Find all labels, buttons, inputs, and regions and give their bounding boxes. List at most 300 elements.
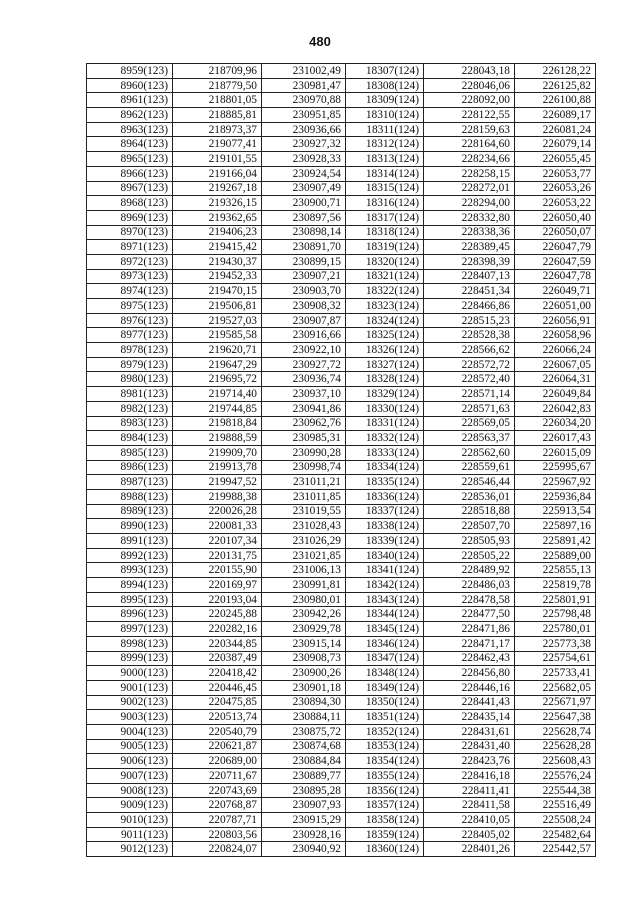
cell-x-left: 219947,52 [173,475,262,490]
cell-x-right: 228566,62 [424,343,515,358]
cell-x-right: 228572,40 [424,372,515,387]
cell-point-id-right: 18348(124) [346,666,424,681]
cell-y-right: 226125,82 [515,78,596,93]
cell-y-right: 226050,07 [515,225,596,240]
cell-y-left: 230898,14 [262,225,346,240]
cell-y-right: 225780,01 [515,622,596,637]
cell-x-left: 219527,03 [173,313,262,328]
cell-x-right: 228410,05 [424,813,515,828]
table-row [87,695,596,710]
table-row [87,299,596,314]
cell-point-id-right: 18326(124) [346,343,424,358]
cell-y-right: 225647,38 [515,710,596,725]
cell-point-id-right: 18338(124) [346,519,424,534]
cell-x-right: 228466,86 [424,299,515,314]
cell-point-id-right: 18349(124) [346,680,424,695]
cell-x-right: 228272,01 [424,181,515,196]
table-row [87,284,596,299]
cell-x-left: 219714,40 [173,387,262,402]
cell-y-left: 230985,31 [262,431,346,446]
cell-x-right: 228234,66 [424,152,515,167]
table-row [87,431,596,446]
cell-y-right: 226053,26 [515,181,596,196]
cell-y-left: 230915,14 [262,636,346,651]
cell-point-id-left: 9003(123) [87,710,173,725]
cell-y-right: 225891,42 [515,534,596,549]
cell-x-left: 219077,41 [173,137,262,152]
cell-x-right: 228456,80 [424,666,515,681]
cell-x-right: 228489,92 [424,563,515,578]
cell-y-left: 230981,47 [262,78,346,93]
cell-x-left: 219267,18 [173,181,262,196]
table-row [87,622,596,637]
cell-y-right: 226064,31 [515,372,596,387]
cell-y-left: 230889,77 [262,769,346,784]
cell-point-id-left: 8980(123) [87,372,173,387]
cell-x-left: 220787,71 [173,813,262,828]
cell-x-right: 228536,01 [424,489,515,504]
cell-point-id-right: 18344(124) [346,607,424,622]
cell-y-right: 225819,78 [515,578,596,593]
cell-point-id-right: 18332(124) [346,431,424,446]
cell-point-id-left: 9004(123) [87,724,173,739]
cell-point-id-right: 18334(124) [346,460,424,475]
table-row [87,769,596,784]
table-row [87,254,596,269]
cell-point-id-left: 8989(123) [87,504,173,519]
cell-x-left: 220245,88 [173,607,262,622]
cell-x-right: 228416,18 [424,769,515,784]
cell-x-right: 228389,45 [424,240,515,255]
cell-point-id-left: 8992(123) [87,548,173,563]
cell-point-id-left: 8970(123) [87,225,173,240]
cell-point-id-right: 18351(124) [346,710,424,725]
cell-point-id-left: 9008(123) [87,783,173,798]
cell-point-id-right: 18342(124) [346,578,424,593]
cell-point-id-left: 8965(123) [87,152,173,167]
cell-x-right: 228398,39 [424,254,515,269]
cell-y-right: 226049,84 [515,387,596,402]
cell-point-id-right: 18356(124) [346,783,424,798]
cell-point-id-left: 9010(123) [87,813,173,828]
cell-x-right: 228571,14 [424,387,515,402]
cell-x-right: 228471,86 [424,622,515,637]
cell-x-right: 228441,43 [424,695,515,710]
cell-x-right: 228338,36 [424,225,515,240]
cell-y-right: 225544,38 [515,783,596,798]
cell-x-left: 219101,55 [173,152,262,167]
cell-point-id-right: 18360(124) [346,842,424,857]
cell-point-id-right: 18343(124) [346,592,424,607]
cell-x-right: 228431,40 [424,739,515,754]
cell-x-left: 219452,33 [173,269,262,284]
cell-x-left: 219470,15 [173,284,262,299]
table-row [87,108,596,123]
table-row [87,798,596,813]
cell-point-id-left: 9006(123) [87,754,173,769]
table-row [87,269,596,284]
cell-point-id-right: 18322(124) [346,284,424,299]
cell-y-left: 230884,11 [262,710,346,725]
cell-y-right: 225628,28 [515,739,596,754]
cell-x-left: 219406,23 [173,225,262,240]
cell-y-right: 226081,24 [515,122,596,137]
cell-y-left: 231011,21 [262,475,346,490]
cell-point-id-left: 8990(123) [87,519,173,534]
cell-y-left: 230908,32 [262,299,346,314]
cell-x-right: 228332,80 [424,210,515,225]
cell-point-id-right: 18311(124) [346,122,424,137]
cell-x-right: 228478,58 [424,592,515,607]
cell-x-left: 218973,37 [173,122,262,137]
table-row [87,739,596,754]
cell-y-left: 230936,66 [262,122,346,137]
cell-y-right: 226017,43 [515,431,596,446]
cell-y-right: 226047,78 [515,269,596,284]
cell-x-right: 228563,37 [424,431,515,446]
table-row [87,578,596,593]
cell-y-left: 230940,92 [262,842,346,857]
cell-point-id-right: 18308(124) [346,78,424,93]
table-row [87,548,596,563]
cell-y-left: 231006,13 [262,563,346,578]
cell-y-right: 225628,74 [515,724,596,739]
cell-x-right: 228407,13 [424,269,515,284]
cell-x-right: 228092,00 [424,93,515,108]
table-row [87,343,596,358]
cell-x-left: 218779,50 [173,78,262,93]
cell-point-id-right: 18313(124) [346,152,424,167]
cell-point-id-left: 9001(123) [87,680,173,695]
cell-x-right: 228477,50 [424,607,515,622]
cell-point-id-left: 9002(123) [87,695,173,710]
cell-x-left: 218801,05 [173,93,262,108]
cell-x-left: 220418,42 [173,666,262,681]
cell-x-right: 228507,70 [424,519,515,534]
cell-point-id-right: 18359(124) [346,827,424,842]
cell-x-left: 219988,38 [173,489,262,504]
table-row [87,152,596,167]
cell-y-right: 225754,61 [515,651,596,666]
cell-x-right: 228515,23 [424,313,515,328]
cell-x-left: 220711,67 [173,769,262,784]
cell-y-right: 226015,09 [515,445,596,460]
cell-point-id-left: 8975(123) [87,299,173,314]
cell-x-right: 228559,61 [424,460,515,475]
cell-x-left: 219818,84 [173,416,262,431]
cell-point-id-left: 8982(123) [87,401,173,416]
cell-point-id-left: 8986(123) [87,460,173,475]
cell-point-id-left: 8968(123) [87,196,173,211]
cell-point-id-left: 8981(123) [87,387,173,402]
table-row [87,78,596,93]
cell-y-right: 226058,96 [515,328,596,343]
cell-point-id-left: 8984(123) [87,431,173,446]
cell-y-left: 230897,56 [262,210,346,225]
table-row [87,401,596,416]
cell-x-left: 220282,16 [173,622,262,637]
cell-x-left: 219888,59 [173,431,262,446]
coordinates-table-body [87,64,596,857]
cell-y-left: 230941,86 [262,401,346,416]
cell-point-id-right: 18315(124) [346,181,424,196]
cell-x-left: 219506,81 [173,299,262,314]
cell-y-left: 230875,72 [262,724,346,739]
cell-y-left: 230874,68 [262,739,346,754]
table-row [87,842,596,857]
cell-y-right: 225798,48 [515,607,596,622]
cell-x-right: 228435,14 [424,710,515,725]
cell-point-id-right: 18355(124) [346,769,424,784]
cell-x-right: 228505,22 [424,548,515,563]
cell-y-right: 226034,20 [515,416,596,431]
cell-x-right: 228405,02 [424,827,515,842]
cell-x-right: 228505,93 [424,534,515,549]
cell-y-left: 230895,28 [262,783,346,798]
table-row [87,504,596,519]
cell-y-left: 231019,55 [262,504,346,519]
cell-y-right: 226051,00 [515,299,596,314]
table-row [87,592,596,607]
cell-x-left: 220387,49 [173,651,262,666]
cell-y-left: 230916,66 [262,328,346,343]
cell-point-id-left: 9011(123) [87,827,173,842]
cell-y-left: 230900,71 [262,196,346,211]
cell-point-id-left: 8964(123) [87,137,173,152]
cell-x-right: 228411,41 [424,783,515,798]
cell-point-id-right: 18321(124) [346,269,424,284]
cell-y-right: 226056,91 [515,313,596,328]
cell-point-id-left: 8988(123) [87,489,173,504]
cell-x-left: 220824,07 [173,842,262,857]
table-row [87,460,596,475]
cell-point-id-left: 8977(123) [87,328,173,343]
cell-x-left: 220540,79 [173,724,262,739]
cell-point-id-right: 18337(124) [346,504,424,519]
cell-x-left: 220743,69 [173,783,262,798]
cell-y-right: 225671,97 [515,695,596,710]
cell-y-left: 230927,32 [262,137,346,152]
cell-x-left: 219909,70 [173,445,262,460]
cell-x-left: 219430,37 [173,254,262,269]
table-row [87,445,596,460]
cell-y-left: 230899,15 [262,254,346,269]
cell-x-right: 228423,76 [424,754,515,769]
cell-y-left: 230924,54 [262,166,346,181]
table-row [87,489,596,504]
cell-x-right: 228528,38 [424,328,515,343]
cell-x-right: 228572,72 [424,357,515,372]
cell-x-left: 220768,87 [173,798,262,813]
cell-y-right: 225682,05 [515,680,596,695]
cell-point-id-right: 18331(124) [346,416,424,431]
cell-x-right: 228164,60 [424,137,515,152]
table-row [87,64,596,79]
table-row [87,754,596,769]
cell-y-left: 230951,85 [262,108,346,123]
cell-x-left: 219744,85 [173,401,262,416]
cell-point-id-right: 18336(124) [346,489,424,504]
cell-point-id-right: 18309(124) [346,93,424,108]
cell-point-id-left: 8961(123) [87,93,173,108]
cell-y-right: 226047,79 [515,240,596,255]
cell-y-left: 230929,78 [262,622,346,637]
cell-x-left: 219166,04 [173,166,262,181]
cell-x-left: 218709,96 [173,64,262,79]
cell-y-right: 226089,17 [515,108,596,123]
cell-point-id-left: 8959(123) [87,64,173,79]
cell-y-right: 225855,13 [515,563,596,578]
cell-x-left: 220193,04 [173,592,262,607]
cell-point-id-right: 18347(124) [346,651,424,666]
cell-x-right: 228159,63 [424,122,515,137]
cell-y-left: 230907,93 [262,798,346,813]
cell-y-left: 231002,49 [262,64,346,79]
cell-point-id-right: 18314(124) [346,166,424,181]
cell-y-left: 230900,26 [262,666,346,681]
cell-point-id-left: 9005(123) [87,739,173,754]
cell-x-left: 220344,85 [173,636,262,651]
cell-point-id-right: 18328(124) [346,372,424,387]
cell-y-left: 230907,87 [262,313,346,328]
page-number: 480 [309,34,331,49]
cell-x-left: 218885,81 [173,108,262,123]
table-row [87,724,596,739]
table-row [87,607,596,622]
cell-y-left: 230928,33 [262,152,346,167]
cell-y-left: 230903,70 [262,284,346,299]
table-row [87,225,596,240]
table-row [87,196,596,211]
table-row [87,710,596,725]
cell-point-id-left: 8995(123) [87,592,173,607]
cell-point-id-right: 18317(124) [346,210,424,225]
cell-point-id-left: 8997(123) [87,622,173,637]
cell-point-id-left: 8971(123) [87,240,173,255]
cell-y-right: 225733,41 [515,666,596,681]
cell-y-right: 226128,22 [515,64,596,79]
cell-point-id-left: 9009(123) [87,798,173,813]
cell-point-id-left: 8969(123) [87,210,173,225]
cell-point-id-left: 8999(123) [87,651,173,666]
cell-point-id-right: 18335(124) [346,475,424,490]
cell-point-id-right: 18325(124) [346,328,424,343]
table-row [87,181,596,196]
cell-x-right: 228451,34 [424,284,515,299]
cell-y-right: 225508,24 [515,813,596,828]
cell-point-id-left: 8998(123) [87,636,173,651]
cell-point-id-right: 18310(124) [346,108,424,123]
cell-x-right: 228518,88 [424,504,515,519]
cell-x-left: 220689,00 [173,754,262,769]
cell-x-left: 219620,71 [173,343,262,358]
table-row [87,827,596,842]
cell-point-id-right: 18339(124) [346,534,424,549]
cell-y-left: 230894,30 [262,695,346,710]
table-row [87,137,596,152]
cell-point-id-left: 8983(123) [87,416,173,431]
cell-point-id-left: 9007(123) [87,769,173,784]
cell-x-left: 220026,28 [173,504,262,519]
cell-point-id-right: 18353(124) [346,739,424,754]
cell-y-left: 230937,10 [262,387,346,402]
cell-y-left: 230927,72 [262,357,346,372]
cell-y-right: 226066,24 [515,343,596,358]
cell-x-right: 228546,44 [424,475,515,490]
cell-y-left: 230962,76 [262,416,346,431]
table-row [87,519,596,534]
cell-point-id-left: 8962(123) [87,108,173,123]
cell-point-id-right: 18327(124) [346,357,424,372]
cell-y-right: 225801,91 [515,592,596,607]
cell-y-right: 225913,54 [515,504,596,519]
cell-x-left: 220621,87 [173,739,262,754]
cell-x-left: 220446,45 [173,680,262,695]
cell-point-id-left: 8972(123) [87,254,173,269]
cell-y-left: 230922,10 [262,343,346,358]
cell-x-right: 228562,60 [424,445,515,460]
cell-point-id-left: 8973(123) [87,269,173,284]
cell-x-right: 228411,58 [424,798,515,813]
cell-point-id-right: 18318(124) [346,225,424,240]
cell-y-right: 225442,57 [515,842,596,857]
cell-x-right: 228446,16 [424,680,515,695]
cell-x-right: 228043,18 [424,64,515,79]
cell-y-right: 225576,24 [515,769,596,784]
cell-point-id-left: 8974(123) [87,284,173,299]
cell-x-left: 220155,90 [173,563,262,578]
cell-x-right: 228122,55 [424,108,515,123]
table-row [87,313,596,328]
cell-point-id-left: 8993(123) [87,563,173,578]
cell-x-right: 228569,05 [424,416,515,431]
cell-x-left: 219647,29 [173,357,262,372]
cell-y-left: 230891,70 [262,240,346,255]
cell-x-left: 219695,72 [173,372,262,387]
cell-y-right: 225995,67 [515,460,596,475]
cell-y-right: 226049,71 [515,284,596,299]
cell-point-id-right: 18358(124) [346,813,424,828]
cell-x-right: 228258,15 [424,166,515,181]
cell-y-left: 231021,85 [262,548,346,563]
cell-y-left: 230998,74 [262,460,346,475]
table-row [87,475,596,490]
cell-y-left: 230970,88 [262,93,346,108]
table-row [87,666,596,681]
cell-y-right: 226047,59 [515,254,596,269]
table-row [87,813,596,828]
cell-point-id-left: 8996(123) [87,607,173,622]
cell-point-id-right: 18329(124) [346,387,424,402]
cell-point-id-right: 18352(124) [346,724,424,739]
cell-y-right: 226050,40 [515,210,596,225]
cell-y-right: 225936,84 [515,489,596,504]
cell-x-left: 220131,75 [173,548,262,563]
cell-x-left: 220475,85 [173,695,262,710]
table-row [87,534,596,549]
cell-y-left: 230980,01 [262,592,346,607]
cell-y-left: 230936,74 [262,372,346,387]
cell-point-id-right: 18307(124) [346,64,424,79]
table-row [87,416,596,431]
cell-y-left: 230928,16 [262,827,346,842]
cell-x-left: 219913,78 [173,460,262,475]
cell-x-left: 220107,34 [173,534,262,549]
cell-point-id-left: 8985(123) [87,445,173,460]
cell-point-id-left: 8987(123) [87,475,173,490]
table-row [87,651,596,666]
table-row [87,680,596,695]
